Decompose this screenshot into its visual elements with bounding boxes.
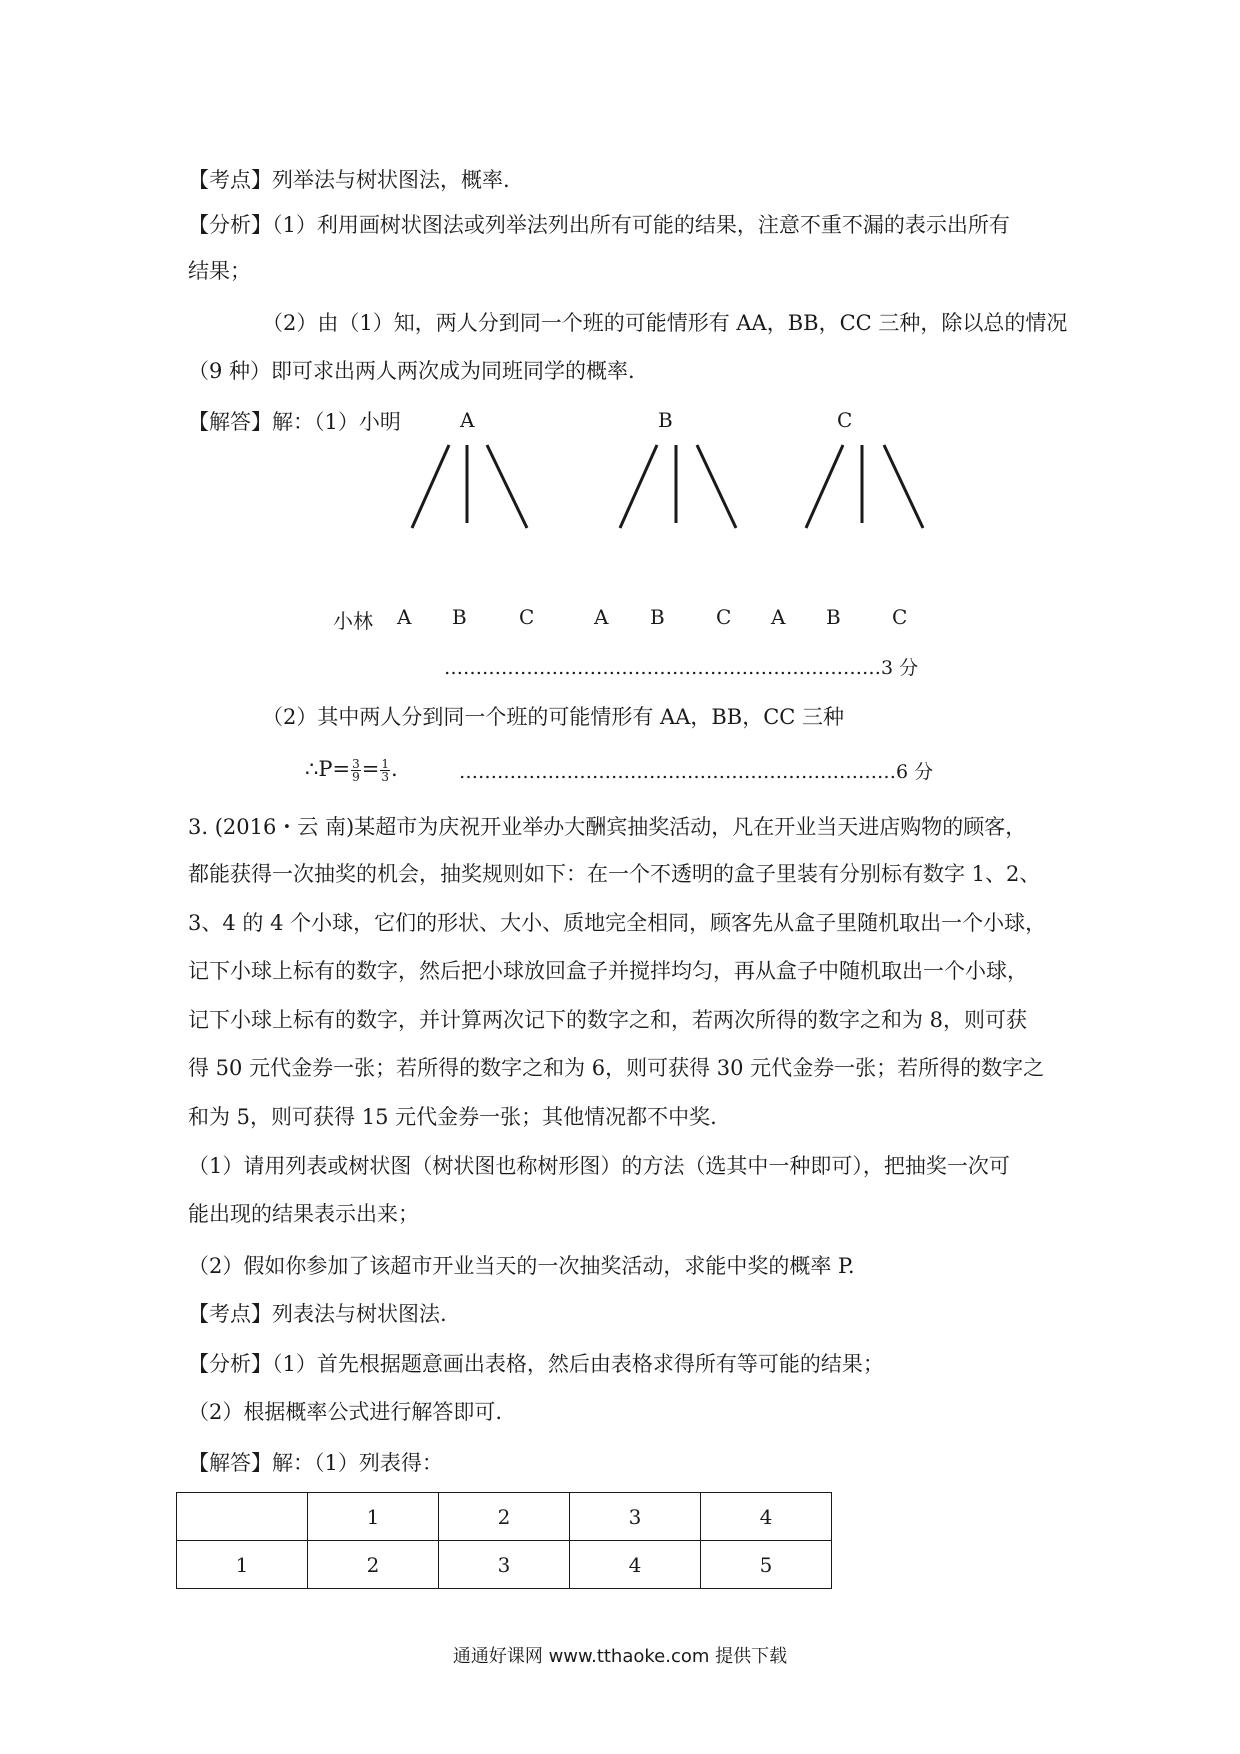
tree-child-8: B: [826, 605, 841, 629]
tree-parent-b: B: [658, 408, 673, 432]
branch-b-right: [697, 445, 736, 528]
score-line-1: ……………………………………………………………3 分: [444, 657, 919, 679]
kaodian-line: 【考点】列举法与树状图法，概率.: [188, 168, 510, 192]
fraction-3-9: $\frac{3}{9}$: [352, 757, 360, 784]
table-cell: 4: [570, 1541, 701, 1589]
fenxi-line-2: （2）由（1）知，两人分到同一个班的可能情形有 AA，BB，CC 三种，除以总的情况: [262, 311, 1068, 335]
fenxi-line-1: 【分析】（1）利用画树状图法或列举法列出所有可能的结果，注意不重不漏的表示出所有: [188, 213, 1010, 237]
fenxi-line-2b: （9 种）即可求出两人两次成为同班同学的概率.: [188, 359, 635, 383]
branch-c-right: [884, 445, 923, 528]
branch-a-right: [487, 445, 527, 528]
table-cell: 2: [308, 1541, 439, 1589]
part2-question-line: （2）假如你参加了该超市开业当天的一次抽奖活动，求能中奖的概率 P.: [188, 1254, 855, 1278]
question-line-2: 都能获得一次抽奖的机会，抽奖规则如下：在一个不透明的盒子里装有分别标有数字 1、2、: [188, 862, 1041, 886]
jieda-line-2: 【解答】解：（1）列表得：: [188, 1451, 443, 1475]
tree-child-7: A: [771, 605, 786, 629]
question-line-6: 得 50 元代金券一张；若所得的数字之和为 6，则可获得 30 元代金券一张；若所得的数字之: [188, 1056, 1045, 1080]
probability-line: [305, 755, 398, 783]
sum-table: [176, 1492, 832, 1589]
fenxi-line-1b: 结果；: [188, 259, 251, 283]
kaodian-line-2: 【考点】列表法与树状图法.: [188, 1302, 447, 1326]
tree-parent-a: A: [460, 408, 475, 432]
table-cell: 1: [177, 1541, 308, 1589]
table-row: [177, 1541, 832, 1589]
table-cell: 1: [308, 1493, 439, 1541]
branch-b-left: [620, 445, 657, 528]
part2-line: （2）其中两人分到同一个班的可能情形有 AA，BB，CC 三种: [262, 705, 845, 729]
tree-child-3: C: [519, 605, 535, 629]
table-cell: 5: [701, 1541, 832, 1589]
part1-line: （1）请用列表或树状图（树状图也称树形图）的方法（选其中一种即可），把抽奖一次可: [188, 1154, 1010, 1178]
footer-text: 通通好课网 www.tthaoke.com 提供下载: [452, 1646, 788, 1667]
branch-a-left: [412, 445, 449, 528]
tree-child-label: 小林: [333, 609, 373, 633]
branch-c-left: [806, 445, 843, 528]
tree-parent-c: C: [837, 408, 853, 432]
score-line-2: ……………………………………………………………6 分: [459, 761, 934, 783]
table-row: [177, 1493, 832, 1541]
fenxi-line-4: （2）根据概率公式进行解答即可.: [188, 1400, 503, 1424]
question-line-4: 记下小球上标有的数字，然后把小球放回盒子并搅拌均匀，再从盒子中随机取出一个小球，: [188, 959, 1028, 983]
table-cell: 2: [439, 1493, 570, 1541]
tree-branches: [0, 0, 1240, 600]
table-cell: [177, 1493, 308, 1541]
question-line-7: 和为 5，则可获得 15 元代金券一张；其他情况都不中奖.: [188, 1105, 717, 1129]
table-cell: 3: [439, 1541, 570, 1589]
jieda-line: 【解答】解：（1）小明: [188, 410, 401, 434]
tree-child-4: A: [594, 605, 609, 629]
question-line-3: 3、4 的 4 个小球，它们的形状、大小、质地完全相同，顾客先从盒子里随机取出一个小球，: [188, 911, 1047, 935]
fenxi-line-3: 【分析】（1）首先根据题意画出表格，然后由表格求得所有等可能的结果；: [188, 1352, 884, 1376]
fraction-1-3: $\frac{1}{3}$: [381, 757, 389, 784]
question-line-1: 3. (2016・云 南)某超市为庆祝开业举办大酬宾抽奖活动，凡在开业当天进店购物的顾客，: [188, 815, 1027, 839]
question-line-5: 记下小球上标有的数字，并计算两次记下的数字之和，若两次所得的数字之和为 8，则可获: [188, 1008, 1028, 1032]
tree-child-2: B: [452, 605, 467, 629]
part1-line-b: 能出现的结果表示出来；: [188, 1202, 419, 1226]
equals-sign: =: [361, 757, 380, 781]
prob-end: .: [390, 757, 398, 781]
tree-child-5: B: [650, 605, 665, 629]
tree-child-6: C: [716, 605, 732, 629]
tree-child-9: C: [892, 605, 908, 629]
prob-prefix: ∴P=: [305, 757, 351, 781]
table-cell: 4: [701, 1493, 832, 1541]
tree-child-1: A: [397, 605, 412, 629]
table-cell: 3: [570, 1493, 701, 1541]
